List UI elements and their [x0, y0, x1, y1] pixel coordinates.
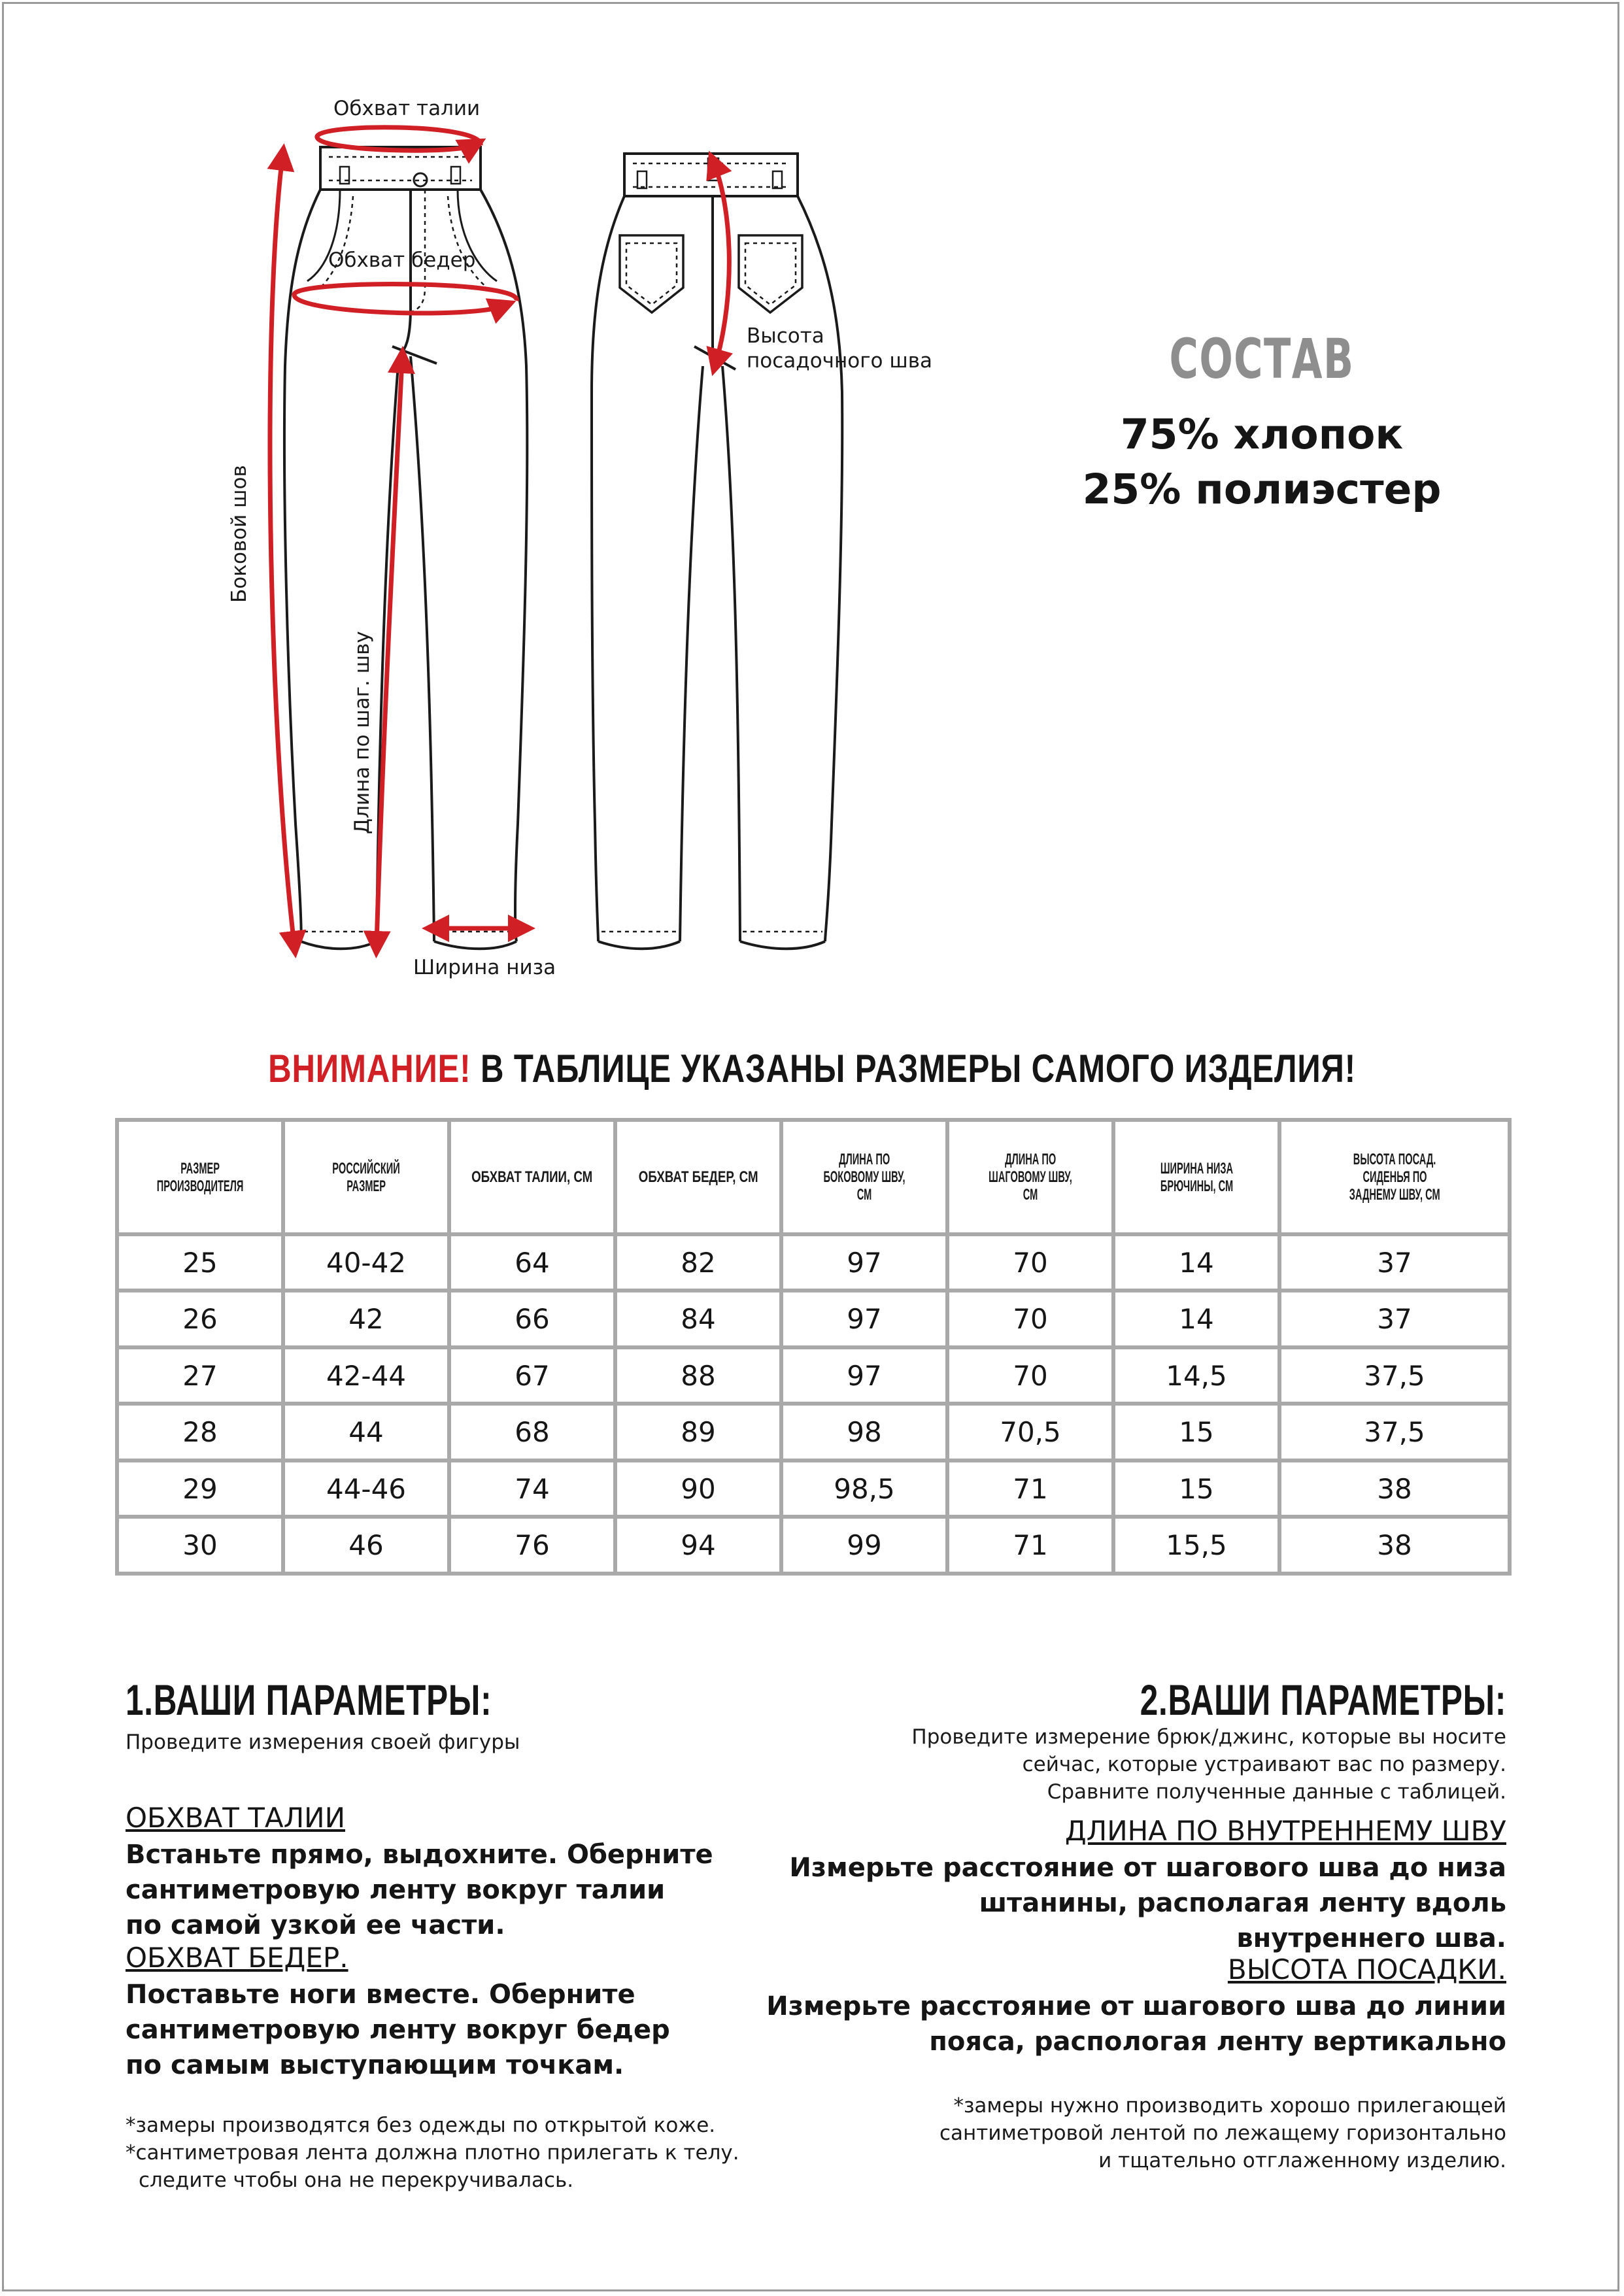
inseam-instructions [789, 1850, 1506, 1956]
right-notes [939, 2092, 1506, 2174]
inseam-label: Длина по шаг. шву [350, 631, 374, 834]
hips-arrow [294, 284, 516, 313]
right-sub-3: Сравните полученные данные с таблицей. [1047, 1780, 1506, 1804]
table-cell: 37,5 [1279, 1347, 1510, 1404]
hips-heading: ОБХВАТ БЕДЕР. [126, 1942, 348, 1974]
table-cell: 46 [283, 1517, 449, 1574]
table-header-row [117, 1120, 1510, 1234]
table-cell: 15,5 [1113, 1517, 1279, 1574]
composition-title: СОСТАВ [1169, 327, 1355, 391]
table-cell: 71 [947, 1460, 1113, 1517]
table-header: ДЛИНА ПО БОКОВОМУ ШВУ, СМ [781, 1120, 947, 1234]
table-cell: 90 [615, 1460, 781, 1517]
left-note-3: следите чтобы она не перекручивалась. [139, 2169, 574, 2192]
left-subtitle: Проведите измерения своей фигуры [126, 1730, 520, 1754]
side-seam-label: Боковой шов [228, 465, 251, 603]
table-cell: 71 [947, 1517, 1113, 1574]
table-cell: 97 [781, 1291, 947, 1347]
rise-arrow [714, 163, 729, 363]
inseam-line-2: штанины, располагая ленту вдоль [979, 1888, 1506, 1918]
table-cell: 67 [449, 1347, 615, 1404]
left-notes [126, 2112, 739, 2194]
table-cell: 70 [947, 1347, 1113, 1404]
table-cell: 66 [449, 1291, 615, 1347]
table-cell: 70 [947, 1234, 1113, 1291]
table-cell: 64 [449, 1234, 615, 1291]
hips-line-1: Поставьте ноги вместе. Оберните [126, 1980, 635, 2010]
table-cell: 89 [615, 1404, 781, 1460]
table-cell: 37 [1279, 1234, 1510, 1291]
hips-label: Обхват бедер [328, 248, 476, 272]
table-row [117, 1517, 1510, 1574]
right-section-title: 2.ВАШИ ПАРАМЕТРЫ: [1140, 1676, 1506, 1724]
table-cell: 15 [1113, 1404, 1279, 1460]
table-cell: 74 [449, 1460, 615, 1517]
waist-label: Обхват талии [333, 97, 481, 120]
composition-line-1: 75% хлопок [1120, 411, 1404, 458]
inseam-arrow [377, 360, 402, 945]
waist-line-2: сантиметровую ленту вокруг талии [126, 1875, 666, 1905]
table-cell: 26 [117, 1291, 283, 1347]
hips-line-2: сантиметровую ленту вокруг бедер [126, 2015, 670, 2045]
hips-instructions [126, 1977, 670, 2083]
table-cell: 44 [283, 1404, 449, 1460]
table-cell: 27 [117, 1347, 283, 1404]
table-cell: 70,5 [947, 1404, 1113, 1460]
rise-heading: ВЫСОТА ПОСАДКИ. [1227, 1953, 1506, 1985]
waist-line-1: Встаньте прямо, выдохните. Оберните [126, 1840, 713, 1870]
rise-instructions [766, 1989, 1506, 2059]
right-sub-1: Проведите измерение брюк/джинс, которые вы носите [911, 1725, 1506, 1749]
attention-text: В ТАБЛИЦЕ УКАЗАНЫ РАЗМЕРЫ САМОГО ИЗДЕЛИЯ! [471, 1047, 1356, 1090]
right-note-3: и тщательно отглаженному изделию. [1098, 2149, 1506, 2172]
table-cell: 70 [947, 1291, 1113, 1347]
table-cell: 28 [117, 1404, 283, 1460]
table-header: ДЛИНА ПО ШАГОВОМУ ШВУ, СМ [947, 1120, 1113, 1234]
table-cell: 14,5 [1113, 1347, 1279, 1404]
right-subtitle [911, 1723, 1506, 1806]
table-cell: 38 [1279, 1460, 1510, 1517]
rise-label-line1: Высота [747, 324, 824, 348]
table-row [117, 1347, 1510, 1404]
table-cell: 38 [1279, 1517, 1510, 1574]
table-cell: 15 [1113, 1460, 1279, 1517]
inseam-heading: ДЛИНА ПО ВНУТРЕННЕМУ ШВУ [1064, 1815, 1506, 1847]
back-view [592, 154, 842, 949]
table-cell: 97 [781, 1347, 947, 1404]
inseam-line-3: внутреннего шва. [1236, 1923, 1506, 1953]
table-cell: 82 [615, 1234, 781, 1291]
table-header: РАЗМЕР ПРОИЗВОДИТЕЛЯ [117, 1120, 283, 1234]
table-cell: 76 [449, 1517, 615, 1574]
right-note-1: *замеры нужно производить хорошо прилегающей [953, 2094, 1506, 2118]
table-cell: 37,5 [1279, 1404, 1510, 1460]
table-cell: 37 [1279, 1291, 1510, 1347]
table-cell: 98,5 [781, 1460, 947, 1517]
table-cell: 97 [781, 1234, 947, 1291]
table-cell: 14 [1113, 1291, 1279, 1347]
table-cell: 84 [615, 1291, 781, 1347]
left-note-2: *сантиметровая лента должна плотно прилегать к телу. [126, 2141, 739, 2165]
table-cell: 42 [283, 1291, 449, 1347]
hem-width-label: Ширина низа [413, 956, 556, 979]
table-cell: 99 [781, 1517, 947, 1574]
waist-line-3: по самой узкой ее части. [126, 1910, 505, 1940]
size-table [115, 1118, 1512, 1576]
attention-heading [146, 1046, 1478, 1091]
right-sub-2: сейчас, которые устраивают вас по размеру. [1022, 1753, 1506, 1776]
table-cell: 14 [1113, 1234, 1279, 1291]
table-row [117, 1234, 1510, 1291]
table-cell: 68 [449, 1404, 615, 1460]
table-cell: 98 [781, 1404, 947, 1460]
table-header: ОБХВАТ БЕДЕР, СМ [615, 1120, 781, 1234]
table-cell: 30 [117, 1517, 283, 1574]
waist-heading: ОБХВАТ ТАЛИИ [126, 1802, 345, 1834]
rise-label-line2: посадочного шва [747, 349, 932, 373]
left-section-title: 1.ВАШИ ПАРАМЕТРЫ: [126, 1676, 492, 1724]
attention-word: ВНИМАНИЕ! [268, 1047, 471, 1090]
table-header: РОССИЙСКИЙ РАЗМЕР [283, 1120, 449, 1234]
left-note-1: *замеры производятся без одежды по открытой коже. [126, 2114, 716, 2137]
table-header: ШИРИНА НИЗА БРЮЧИНЫ, СМ [1113, 1120, 1279, 1234]
table-cell: 29 [117, 1460, 283, 1517]
table-cell: 25 [117, 1234, 283, 1291]
table-cell: 94 [615, 1517, 781, 1574]
rise-line-2: пояса, распологая ленту вертикально [929, 2027, 1506, 2057]
table-cell: 88 [615, 1347, 781, 1404]
table-row [117, 1460, 1510, 1517]
table-cell: 40-42 [283, 1234, 449, 1291]
rise-line-1: Измерьте расстояние от шагового шва до линии [766, 1991, 1506, 2021]
table-row [117, 1291, 1510, 1347]
right-note-2: сантиметровой лентой по лежащему горизонтально [939, 2121, 1506, 2145]
waist-instructions [126, 1837, 713, 1943]
hips-line-3: по самым выступающим точкам. [126, 2050, 624, 2080]
inseam-line-1: Измерьте расстояние от шагового шва до низа [789, 1853, 1506, 1883]
table-header: ВЫСОТА ПОСАД. СИДЕНЬЯ ПО ЗАДНЕМУ ШВУ, СМ [1279, 1120, 1510, 1234]
table-row [117, 1404, 1510, 1460]
table-cell: 44-46 [283, 1460, 449, 1517]
table-header: ОБХВАТ ТАЛИИ, СМ [449, 1120, 615, 1234]
side-seam-arrow [270, 157, 294, 945]
table-cell: 42-44 [283, 1347, 449, 1404]
composition-line-2: 25% полиэстер [1082, 465, 1442, 513]
